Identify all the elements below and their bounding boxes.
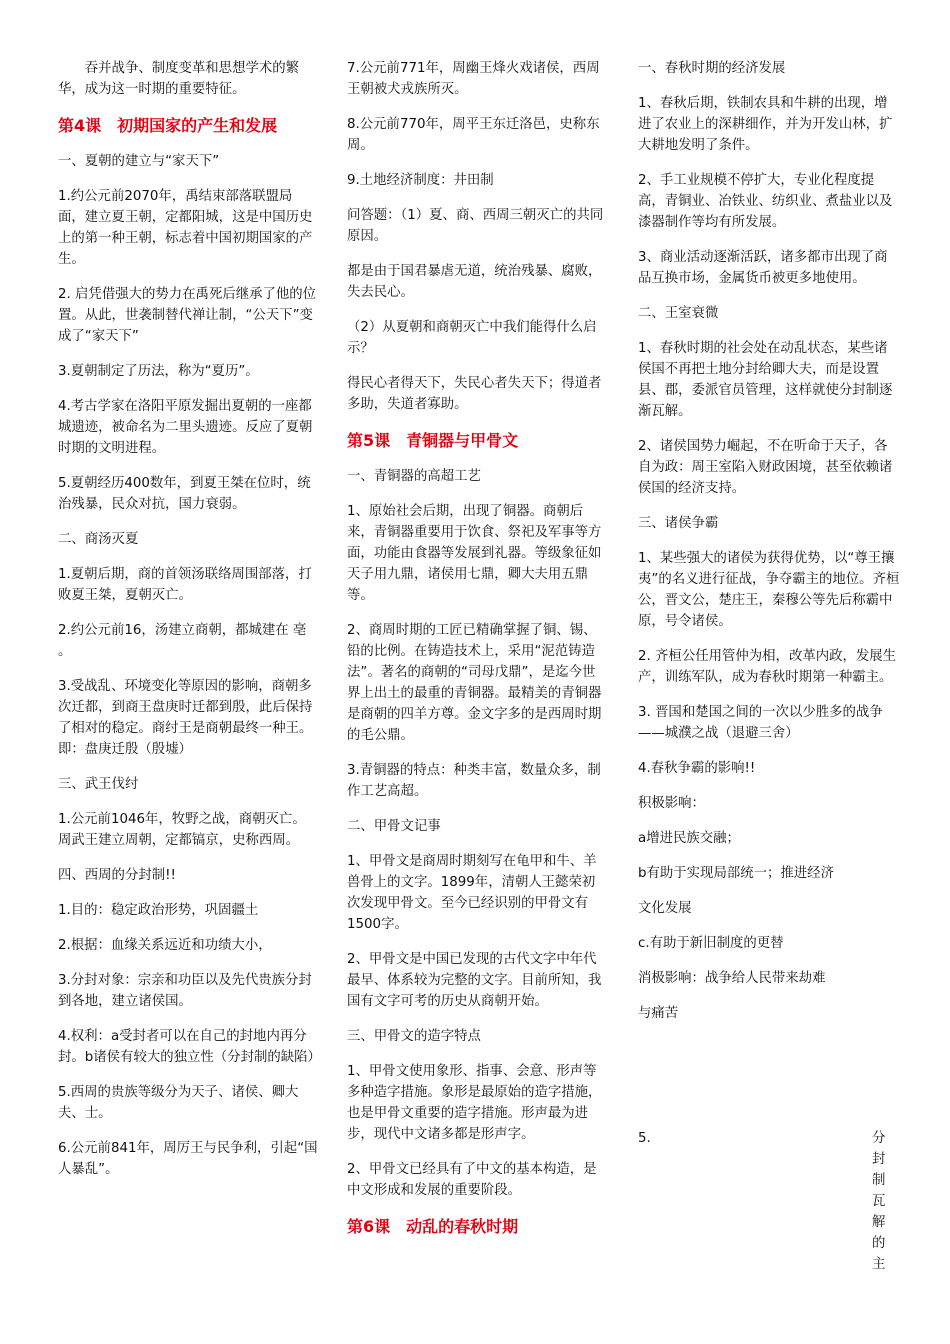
paragraph: 二、甲骨文记事 [347, 819, 441, 834]
paragraph: 2、甲骨文已经具有了中文的基本构造，是中文形成和发展的重要阶段。 [347, 1162, 597, 1198]
paragraph: 一、夏朝的建立与“家天下” [58, 154, 220, 169]
paragraph: 2. 齐桓公任用管仲为相，改革内政，发展生产，训练军队，成为春秋时期第一种霸主。 [638, 649, 897, 685]
paragraph: 问答题：（1）夏、商、西周三朝灭亡的共同原因。 [347, 208, 604, 244]
paragraph: 2.约公元前16，汤建立商朝，都城建在 亳 。 [58, 623, 307, 659]
paragraph: 4.权利：a受封者可以在自己的封地内再分封。b诸侯有较大的独立性（分封制的缺陷） [58, 1029, 321, 1065]
paragraph: 三、诸侯争霸 [638, 516, 719, 531]
column-left [58, 58, 321, 1194]
paragraph: 2.根据：血缘关系远近和功绩大小， [58, 938, 272, 953]
column-middle [347, 58, 605, 1252]
vertical-text: 分封制瓦解的主 [872, 1131, 886, 1272]
paragraph: 2、商周时期的工匠已精确掌握了铜、锡、铅的比例。在铸造技术上，采用“泥范铸造法”。著名的商朝的“司母戊鼎”，是迄今世界上出土的最重的青铜器。最精美的青铜器是商朝的四羊方尊。金文字多的是西周时期的毛公鼎。 [347, 623, 602, 743]
paragraph: 1、春秋时期的社会处在动乱状态，某些诸侯国不再把土地分封给卿大夫，而是设置县、郡，委派官员管理，这样就使分封制逐渐瓦解。 [638, 341, 893, 419]
paragraph: 3.青铜器的特点：种类丰富，数量众多，制作工艺高超。 [347, 763, 601, 799]
paragraph: 5.西周的贵族等级分为天子、诸侯、卿大夫、士。 [58, 1085, 299, 1121]
paragraph: b有助于实现局部统一；推进经济 [638, 866, 834, 881]
paragraph: 1、甲骨文使用象形、指事、会意、形声等多种造字措施。象形是最原始的造字措施，也是甲骨文重要的造字措施。形声最为进步，现代中文诸多都是形声字。 [347, 1064, 602, 1142]
paragraph: 2. 启凭借强大的势力在禹死后继承了他的位置。从此，世袭制替代禅让制，“公天下”变成了“家天下” [58, 287, 317, 344]
paragraph: 1.约公元前2070年，禹结束部落联盟局面，建立夏王朝，定都阳城，这是中国历史上的第一种王朝，标志着中国初期国家的产生。 [58, 189, 313, 267]
paragraph: 三、武王伐纣 [58, 777, 139, 792]
paragraph: 积极影响： [638, 796, 705, 811]
paragraph: a增进民族交融； [638, 831, 740, 846]
paragraph: 2、甲骨文是中国已发现的古代文字中年代最早、体系较为完整的文字。目前所知，我国有文字可考的历史从商朝开始。 [347, 952, 602, 1009]
list-number: 5. [638, 1131, 651, 1146]
paragraph: 4.春秋争霸的影响!! [638, 761, 756, 776]
lesson-heading: 第4课 初期国家的产生和发展 [58, 116, 278, 135]
paragraph: 1、某些强大的诸侯为获得优势，以“尊王攘夷”的名义进行征战，争夺霸主的地位。齐桓公，晋文公，楚庄王，秦穆公等先后称霸中原，号令诸侯。 [638, 551, 900, 629]
column-right [638, 58, 900, 1038]
paragraph: 与痛苦 [638, 1006, 679, 1021]
paragraph: 5.夏朝经历400数年，到夏王桀在位时，统治残暴，民众对抗，国力衰弱。 [58, 476, 311, 512]
paragraph: 得民心者得天下，失民心者失天下；得道者多助，失道者寡助。 [347, 376, 602, 412]
paragraph: 吞并战争、制度变革和思想学术的繁华，成为这一时期的重要特征。 [58, 61, 300, 97]
paragraph: 3. 晋国和楚国之间的一次以少胜多的战争——城濮之战（退避三舍） [638, 705, 883, 741]
paragraph: 6.公元前841年，周厉王与民争利，引起“国人暴乱”。 [58, 1141, 318, 1177]
paragraph: 1、春秋后期，铁制农具和牛耕的出现，增进了农业上的深耕细作，并为开发山林，扩大耕地发明了条件。 [638, 96, 893, 153]
paragraph: 1、原始社会后期，出现了铜器。商朝后来，青铜器重要用于饮食、祭祀及军事等方面，功能由食器等发展到礼器。等级象征如天子用九鼎，诸侯用七鼎，卿大夫用五鼎等。 [347, 504, 602, 603]
paragraph: 1.夏朝后期，商的首领汤联络周围部落，打败夏王桀，夏朝灭亡。 [58, 567, 312, 603]
paragraph: 2、手工业规模不停扩大，专业化程度提高，青铜业、冶铁业、纺织业、煮盐业以及漆器制作等均有所发展。 [638, 173, 893, 230]
paragraph: 都是由于国君暴虐无道，统治残暴、腐败，失去民心。 [347, 264, 602, 300]
paragraph: 1、甲骨文是商周时期刻写在龟甲和牛、羊兽骨上的文字。1899年，清朝人王懿荣初次发现甲骨文。至今已经识别的甲骨文有1500字。 [347, 854, 597, 932]
paragraph: 1.公元前1046年，牧野之战，商朝灭亡。周武王建立周朝，定都镐京，史称西周。 [58, 812, 306, 848]
lesson-heading: 第6课 动乱的春秋时期 [347, 1217, 519, 1236]
lesson-heading: 第5课 青铜器与甲骨文 [347, 431, 519, 450]
paragraph: 7.公元前771年，周幽王烽火戏诸侯，西周王朝被犬戎族所灭。 [347, 61, 600, 97]
paragraph: 3.分封对象：宗亲和功臣以及先代贵族分封到各地，建立诸侯国。 [58, 973, 312, 1009]
paragraph: 3.受战乱、环境变化等原因的影响，商朝多次迁都，到商王盘庚时迁都到殷，此后保持了相对的稳定。商纣王是商朝最终一种王。即：盘庚迁殷（殷墟） [58, 679, 313, 757]
paragraph: 9.土地经济制度：井田制 [347, 173, 494, 188]
paragraph: 文化发展 [638, 901, 692, 916]
paragraph: 一、青铜器的高超工艺 [347, 469, 481, 484]
paragraph: 二、商汤灭夏 [58, 532, 139, 547]
paragraph: 4.考古学家在洛阳平原发掘出夏朝的一座都城遗迹，被命名为二里头遗迹。反应了夏朝时期的文明进程。 [58, 399, 313, 456]
paragraph: 四、西周的分封制!! [58, 868, 176, 883]
paragraph: （2）从夏朝和商朝灭亡中我们能得什么启示？ [347, 320, 597, 356]
paragraph: 消极影响：战争给人民带来劫难 [638, 971, 826, 986]
paragraph: c.有助于新旧制度的更替 [638, 936, 784, 951]
paragraph: 8.公元前770年，周平王东迁洛邑，史称东周。 [347, 117, 600, 153]
paragraph: 3、商业活动逐渐活跃，诸多都市出现了商品互换市场，金属货币被更多地使用。 [638, 250, 888, 286]
paragraph: 2、诸侯国势力崛起，不在听命于天子，各自为政：周王室陷入财政困境，甚至依赖诸侯国的经济支持。 [638, 439, 893, 496]
paragraph: 三、甲骨文的造字特点 [347, 1029, 481, 1044]
paragraph: 1.目的：稳定政治形势，巩固疆土 [58, 903, 259, 918]
paragraph: 二、王室衰微 [638, 306, 719, 321]
paragraph: 3.夏朝制定了历法，称为“夏历”。 [58, 364, 259, 379]
paragraph: 一、春秋时期的经济发展 [638, 61, 786, 76]
